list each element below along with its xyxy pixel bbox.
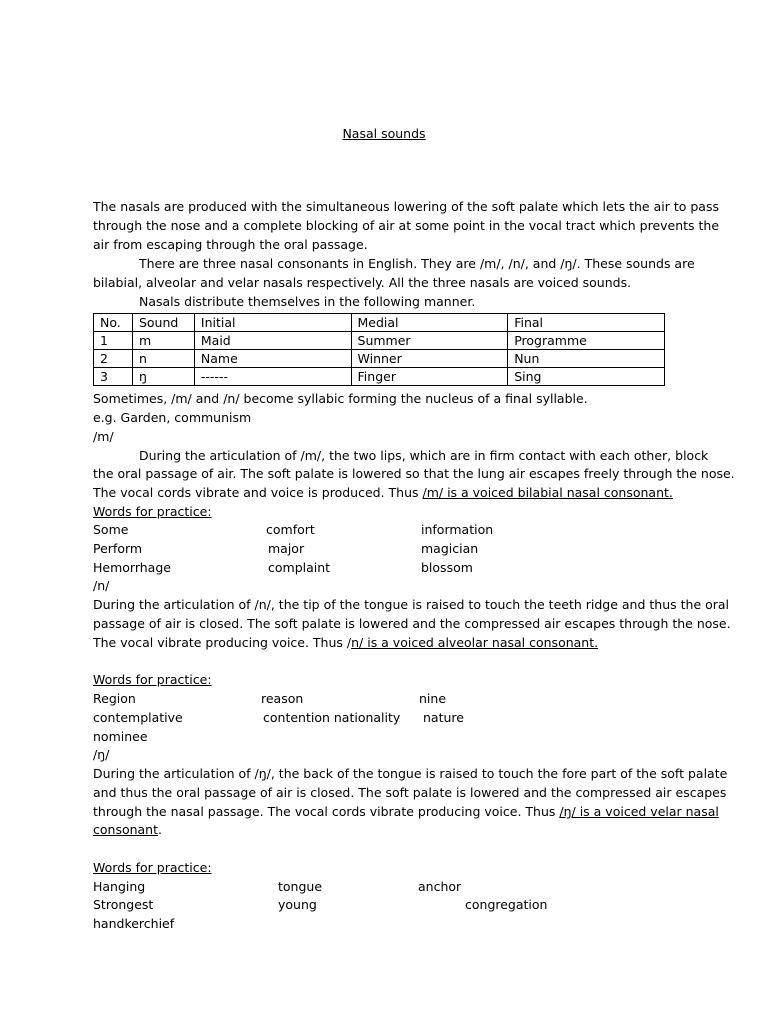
ng-description-line — [93, 803, 719, 822]
table-row — [94, 332, 665, 350]
syllabic-example: e.g. Garden, communism — [93, 410, 252, 425]
ng-heading: /ŋ/ — [93, 747, 110, 762]
practice-word: complaint — [268, 560, 331, 575]
table-cell: Nun — [508, 350, 665, 368]
m-description-line: the oral passage of air. The soft palate is lowered so that the lung air escapes freely through the nose. — [93, 466, 735, 481]
intro-line: The nasals are produced with the simultaneous lowering of the soft palate which lets the air to pass — [93, 199, 719, 214]
ng-description-text: through the nasal passage. The vocal cords vibrate producing voice. Thus — [93, 804, 560, 819]
m-heading: /m/ — [93, 429, 114, 444]
practice-word: blossom — [421, 560, 473, 575]
practice-word: handkerchief — [93, 916, 175, 931]
intro-line: bilabial, alveolar and velar nasals respectively. All the three nasals are voiced sounds. — [93, 275, 632, 290]
m-conclusion: /m/ is a voiced bilabial nasal consonant. — [422, 485, 673, 500]
table-cell: Maid — [194, 332, 351, 350]
page-title: Nasal sounds — [342, 126, 426, 141]
n-conclusion: n/ is a voiced alveolar nasal consonant. — [351, 635, 599, 650]
table-cell: ------ — [194, 368, 351, 386]
ng-description-line: During the articulation of /ŋ/, the back of the tongue is raised to touch the fore part of the soft palate — [93, 766, 728, 781]
intro-line: Nasals distribute themselves in the following manner. — [139, 294, 476, 309]
table-header-cell: Final — [508, 314, 665, 332]
table-cell: 2 — [94, 350, 133, 368]
n-description-line: passage of air is closed. The soft palate is lowered and the compressed air escapes through the nose. — [93, 616, 731, 631]
ng-period: . — [158, 822, 162, 837]
practice-word: information — [421, 522, 494, 537]
ng-conclusion: /ŋ/ is a voiced velar nasal — [559, 804, 719, 819]
practice-word: Hemorrhage — [93, 560, 171, 575]
table-header-cell: No. — [94, 314, 133, 332]
ng-description-line: and thus the oral passage of air is closed. The soft palate is lowered and the compressed air escapes — [93, 785, 727, 800]
table-cell: 1 — [94, 332, 133, 350]
table-cell: 3 — [94, 368, 133, 386]
intro-line: through the nose and a complete blocking of air at some point in the vocal tract which prevents the — [93, 218, 720, 233]
practice-word: nature — [423, 710, 464, 725]
practice-word: contemplative — [93, 710, 183, 725]
table-cell: Summer — [351, 332, 508, 350]
practice-word: congregation — [465, 897, 548, 912]
table-row — [94, 350, 665, 368]
practice-word: nine — [419, 691, 447, 706]
n-heading: /n/ — [93, 578, 110, 593]
table-cell: ŋ — [132, 368, 194, 386]
table-cell: Programme — [508, 332, 665, 350]
table-header-cell: Sound — [132, 314, 194, 332]
table-header-row — [94, 314, 665, 332]
m-description-line — [93, 484, 675, 503]
table-cell: Name — [194, 350, 351, 368]
table-cell: m — [132, 332, 194, 350]
n-practice-heading: Words for practice: — [93, 672, 212, 687]
practice-word: reason — [261, 691, 304, 706]
table-row — [94, 368, 665, 386]
table-cell: Sing — [508, 368, 665, 386]
practice-word: magician — [421, 541, 479, 556]
m-description-line: During the articulation of /m/, the two lips, which are in firm contact with each other, block — [139, 448, 709, 463]
ng-practice-heading: Words for practice: — [93, 860, 212, 875]
table-header-cell: Initial — [194, 314, 351, 332]
practice-word: Region — [93, 691, 136, 706]
practice-word: young — [278, 897, 317, 912]
ng-description-line — [93, 821, 675, 840]
practice-word: Perform — [93, 541, 143, 556]
m-description-text: The vocal cords vibrate and voice is produced. Thus — [93, 485, 423, 500]
practice-word: anchor — [418, 879, 462, 894]
table-cell: n — [132, 350, 194, 368]
practice-word: Hanging — [93, 879, 146, 894]
n-description-line: During the articulation of /n/, the tip of the tongue is raised to touch the teeth ridge and thus the oral — [93, 597, 730, 612]
syllabic-note: Sometimes, /m/ and /n/ become syllabic forming the nucleus of a final syllable. — [93, 391, 588, 406]
practice-word: contention nationality — [263, 710, 401, 725]
table-cell: Winner — [351, 350, 508, 368]
practice-word: Some — [93, 522, 129, 537]
n-description-text: The vocal vibrate producing voice. Thus / — [93, 635, 352, 650]
table-cell: Finger — [351, 368, 508, 386]
ng-conclusion-end: consonant — [93, 822, 159, 837]
intro-line: air from escaping through the oral passage. — [93, 237, 368, 252]
practice-word: Strongest — [93, 897, 154, 912]
practice-word: nominee — [93, 729, 148, 744]
n-description-line — [93, 634, 675, 653]
intro-line: There are three nasal consonants in English. They are /m/, /n/, and /ŋ/. These sounds are — [139, 256, 695, 271]
m-practice-heading: Words for practice: — [93, 504, 212, 519]
practice-word: comfort — [266, 522, 315, 537]
nasal-distribution-table — [93, 313, 665, 386]
table-header-cell: Medial — [351, 314, 508, 332]
practice-word: tongue — [278, 879, 323, 894]
practice-word: major — [268, 541, 305, 556]
